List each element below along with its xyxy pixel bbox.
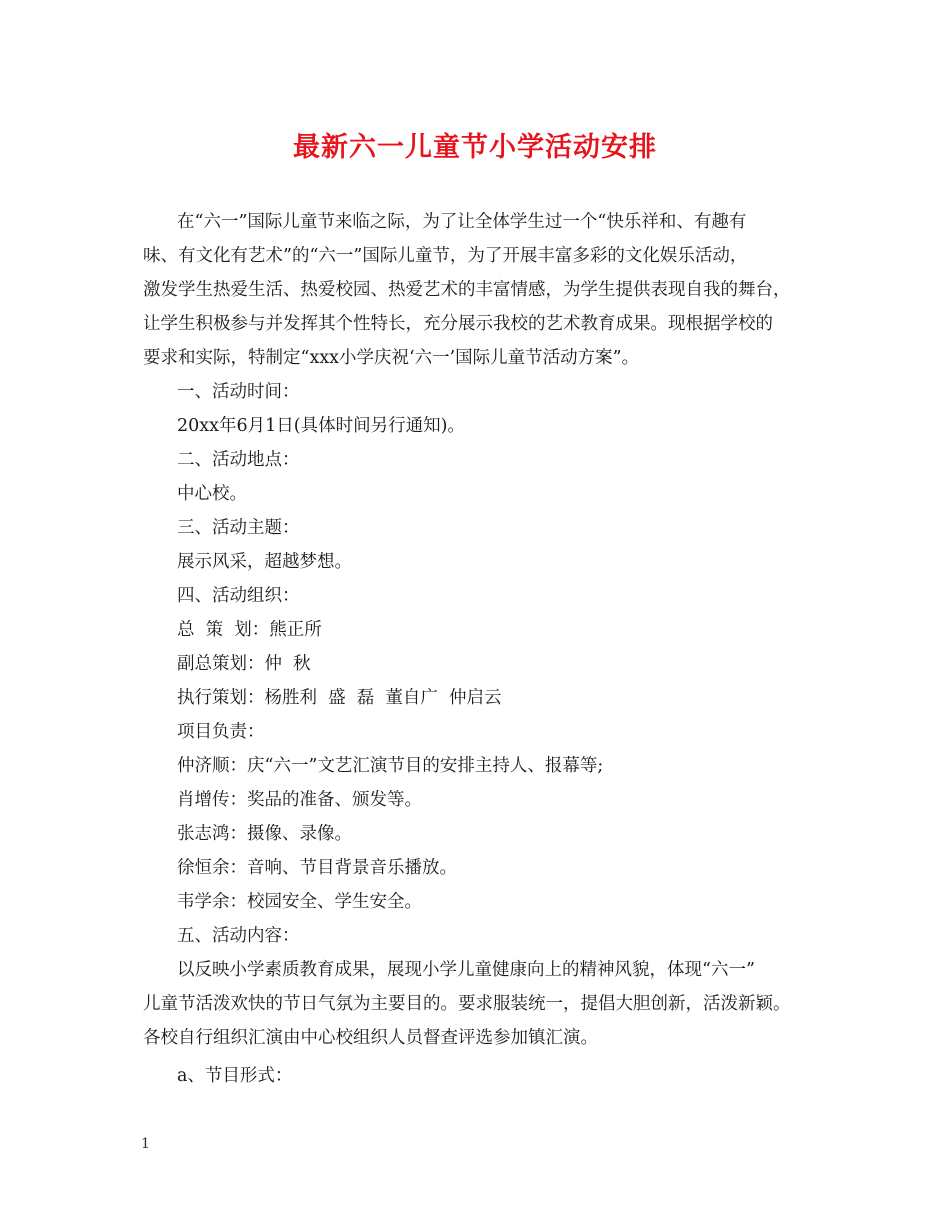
project-lead-heading: 项目负责： bbox=[177, 722, 265, 742]
organizer-deputy: 副总策划：仲 秋 bbox=[177, 654, 311, 674]
content-line: 以反映小学素质教育成果，展现小学儿童健康向上的精神风貌，体现“六一” bbox=[177, 960, 755, 980]
project-lead-item: 张志鸿：摄像、录像。 bbox=[177, 824, 352, 844]
project-lead-item: 肖增传：奖品的准备、颁发等。 bbox=[177, 790, 422, 810]
content-line: 儿童节活泼欢快的节日气氛为主要目的。要求服装统一，提倡大胆创新，活泼新颖。 bbox=[143, 994, 791, 1014]
project-lead-item: 韦学余：校园安全、学生安全。 bbox=[177, 892, 422, 912]
section-heading-organization: 四、活动组织： bbox=[177, 586, 300, 606]
intro-line: 味、有文化有艺术”的“六一”国际儿童节，为了开展丰富多彩的文化娱乐活动， bbox=[143, 246, 748, 266]
document-title: 最新六一儿童节小学活动安排 bbox=[293, 132, 657, 163]
organizer-executive: 执行策划：杨胜利 盛 磊 董自广 仲启云 bbox=[177, 688, 502, 708]
organizer-chief: 总 策 划：熊正所 bbox=[177, 620, 322, 640]
activity-theme: 展示风采，超越梦想。 bbox=[177, 552, 352, 572]
activity-location: 中心校。 bbox=[177, 484, 247, 504]
document-body bbox=[143, 205, 833, 1093]
section-heading-time: 一、活动时间： bbox=[177, 382, 300, 402]
sub-item-program-format: a、节目形式： bbox=[177, 1066, 293, 1086]
intro-line: 让学生积极参与并发挥其个性特长，充分展示我校的艺术教育成果。现根据学校的 bbox=[143, 314, 773, 334]
section-heading-location: 二、活动地点： bbox=[177, 450, 300, 470]
project-lead-item: 仲济顺：庆“六一”文艺汇演节目的安排主持人、报幕等; bbox=[177, 756, 604, 776]
intro-line: 要求和实际，特制定“xxx小学庆祝‘六一’国际儿童节活动方案”。 bbox=[143, 348, 640, 368]
section-heading-content: 五、活动内容： bbox=[177, 926, 300, 946]
activity-time: 20xx年6月1日(具体时间另行通知)。 bbox=[177, 416, 465, 436]
section-heading-theme: 三、活动主题： bbox=[177, 518, 300, 538]
page-number: 1 bbox=[141, 1136, 150, 1152]
content-line: 各校自行组织汇演由中心校组织人员督查评选参加镇汇演。 bbox=[143, 1028, 598, 1048]
intro-line: 在“六一”国际儿童节来临之际，为了让全体学生过一个“快乐祥和、有趣有 bbox=[177, 212, 747, 232]
project-lead-item: 徐恒余：音响、节目背景音乐播放。 bbox=[177, 858, 457, 878]
intro-line: 激发学生热爱生活、热爱校园、热爱艺术的丰富情感，为学生提供表现自我的舞台， bbox=[143, 280, 791, 300]
